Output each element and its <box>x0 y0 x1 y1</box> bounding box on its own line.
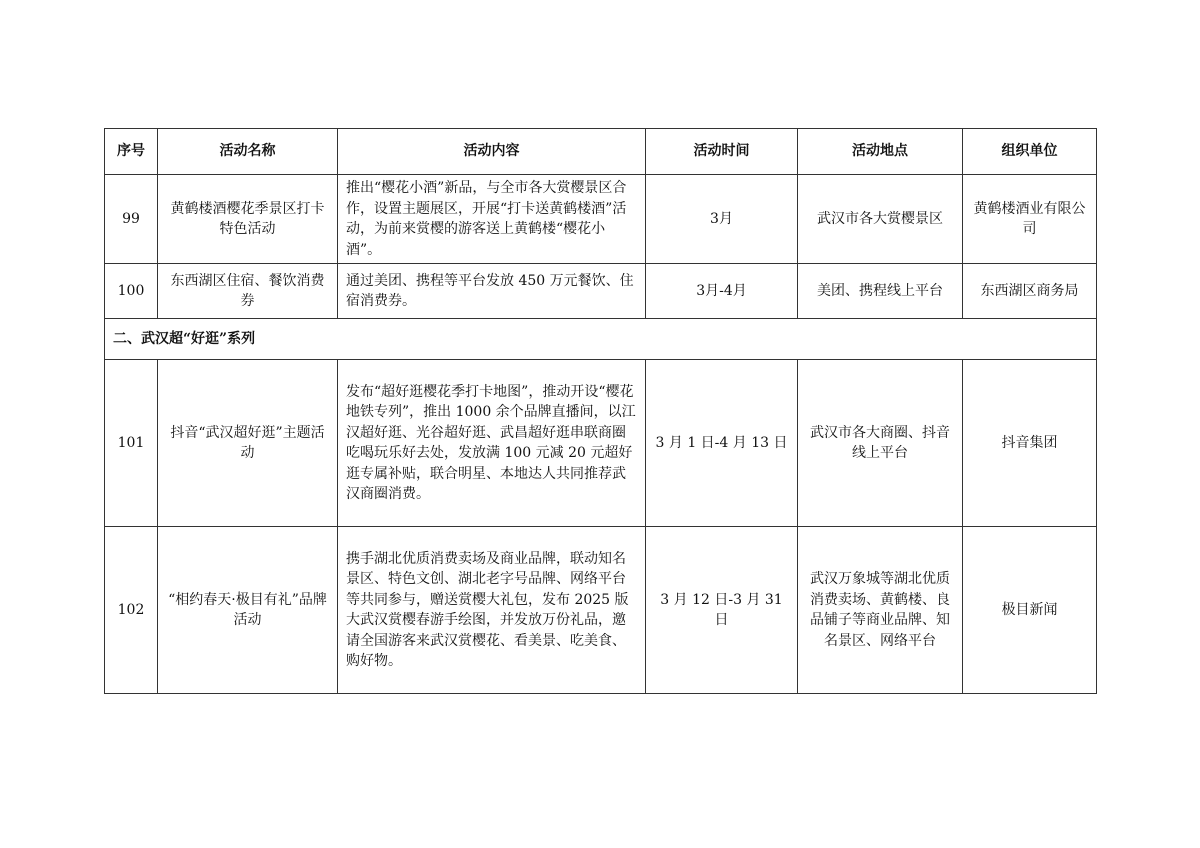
table-row <box>105 527 1097 694</box>
header-place: 活动地点 <box>798 129 963 175</box>
row-name: 东西湖区住宿、餐饮消费券 <box>158 264 338 319</box>
header-no: 序号 <box>105 129 158 175</box>
activity-table <box>104 128 1097 694</box>
row-time: 3月-4月 <box>646 264 798 319</box>
row-org: 极目新闻 <box>963 527 1097 694</box>
table-row <box>105 175 1097 264</box>
header-org: 组织单位 <box>963 129 1097 175</box>
row-content: 推出“樱花小酒”新品，与全市各大赏樱景区合作，设置主题展区，开展“打卡送黄鹤楼酒”活动，为前来赏樱的游客送上黄鹤楼“樱花小酒”。 <box>338 175 646 264</box>
row-name: 抖音“武汉超好逛”主题活动 <box>158 360 338 527</box>
row-place: 武汉市各大商圈、抖音线上平台 <box>798 360 963 527</box>
row-place: 武汉市各大赏樱景区 <box>798 175 963 264</box>
row-no: 99 <box>105 175 158 264</box>
row-content: 通过美团、携程等平台发放 450 万元餐饮、住宿消费券。 <box>338 264 646 319</box>
row-time: 3 月 12 日-3 月 31 日 <box>646 527 798 694</box>
row-name: 黄鹤楼酒樱花季景区打卡特色活动 <box>158 175 338 264</box>
row-content: 发布“超好逛樱花季打卡地图”，推动开设“樱花地铁专列”，推出 1000 余个品牌直播间，以江汉超好逛、光谷超好逛、武昌超好逛串联商圈吃喝玩乐好去处，发放满 100 元减 20 元超好逛专属补贴，联合明星、本地达人共同推荐武汉商圈消费。 <box>338 360 646 527</box>
row-content: 携手湖北优质消费卖场及商业品牌，联动知名景区、特色文创、湖北老字号品牌、网络平台等共同参与，赠送赏樱大礼包，发布 2025 版大武汉赏樱春游手绘图，并发放万份礼品，邀请全国游客来武汉赏樱花、看美景、吃美食、购好物。 <box>338 527 646 694</box>
row-time: 3 月 1 日-4 月 13 日 <box>646 360 798 527</box>
row-time: 3月 <box>646 175 798 264</box>
row-no: 102 <box>105 527 158 694</box>
row-org: 黄鹤楼酒业有限公司 <box>963 175 1097 264</box>
row-place: 武汉万象城等湖北优质消费卖场、黄鹤楼、良品铺子等商业品牌、知名景区、网络平台 <box>798 527 963 694</box>
section-heading: 二、武汉超“好逛”系列 <box>105 319 1097 360</box>
row-org: 东西湖区商务局 <box>963 264 1097 319</box>
row-no: 101 <box>105 360 158 527</box>
row-name: “相约春天·极目有礼”品牌活动 <box>158 527 338 694</box>
row-place: 美团、携程线上平台 <box>798 264 963 319</box>
row-org: 抖音集团 <box>963 360 1097 527</box>
section-row <box>105 319 1097 360</box>
header-name: 活动名称 <box>158 129 338 175</box>
row-no: 100 <box>105 264 158 319</box>
header-content: 活动内容 <box>338 129 646 175</box>
header-time: 活动时间 <box>646 129 798 175</box>
table-row <box>105 360 1097 527</box>
table-header-row <box>105 129 1097 175</box>
table-row <box>105 264 1097 319</box>
